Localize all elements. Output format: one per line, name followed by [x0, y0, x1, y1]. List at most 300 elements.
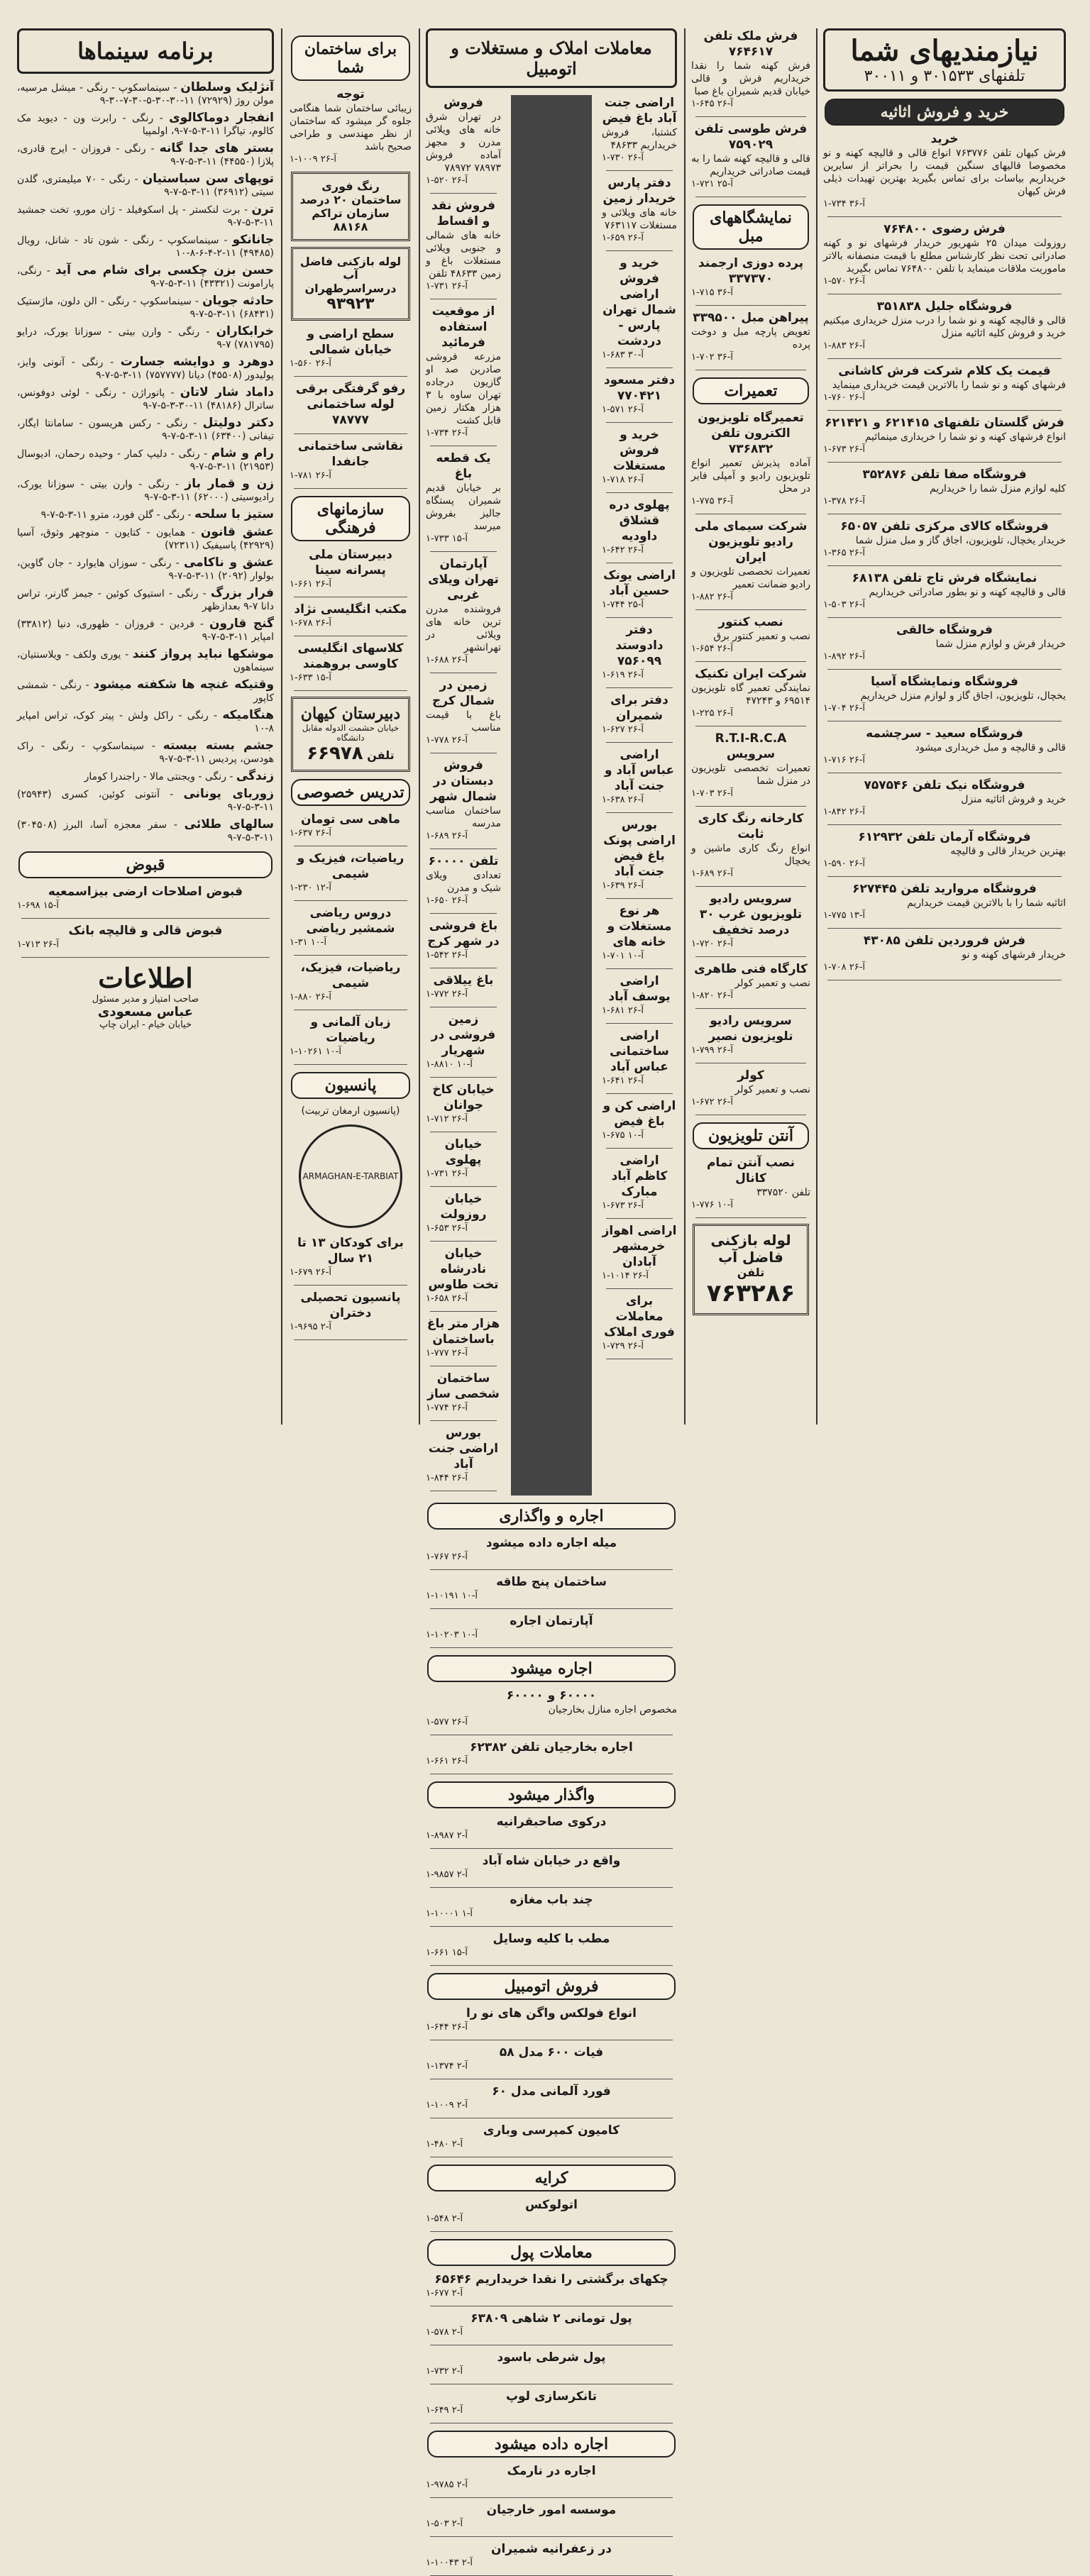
ad-separator — [430, 1311, 497, 1312]
ad-item — [426, 1425, 501, 1485]
ad-title: اراضی ساختمانی عباس آباد — [610, 1029, 669, 1074]
ad-separator — [695, 1217, 806, 1218]
ad-ref-code: ۱-۶۲۷ آ-۲۶ — [602, 724, 644, 735]
col1-ad-list — [820, 131, 1069, 980]
ad-title: ترن — [251, 202, 275, 216]
ad-item — [426, 1246, 501, 1305]
ad-title: هنگامیکه — [222, 708, 274, 722]
ad-title: ریاضیات، فیزیک و شیمی — [297, 851, 404, 881]
ad-ref-code: ۱-۶۵۳ آ-۲۶ — [426, 1223, 468, 1234]
ad-body: قالی و قالیچه و مبل خریداری میشود — [915, 742, 1066, 753]
ad-body: نصب و تعمیر کولر — [734, 978, 810, 989]
ad-separator — [430, 1965, 673, 1966]
col2-ad-list-c — [688, 410, 813, 1115]
ad-body: نصب و تعمیر کنتور برق — [713, 631, 810, 642]
section-private-tutoring: تدریس خصوصی — [291, 779, 410, 806]
ad-item — [426, 1688, 677, 1729]
ad-item: ترن - برت لنکستر - پل اسکوفیلد - ژان مورو، تخت جمشید ۱۱-۳-۵-۷-۹ — [17, 202, 275, 228]
ad-item: جشم بسته بیسته - سینماسکوپ - رنگی - راک هودسن، پردیس ۱۱-۳-۵-۷-۹ — [17, 739, 275, 765]
ad-body: آماده پذیرش تعمیر انواع تلویزیون رادیو و آمپلی فایر در محل — [691, 458, 810, 494]
ad-separator — [827, 721, 1062, 722]
cinema-list — [14, 81, 277, 844]
ad-item — [691, 255, 810, 299]
ad-item — [290, 812, 412, 840]
ad-body: رنگی - وارن بیتی - سوزانا یورک، رادیوسیتی (۶۲۰۰۰) ۱۱-۳-۵-۷-۹ — [17, 479, 274, 503]
ad-body: خانه های شمالی و جنوبی ویلائی مستغلات باغ و زمین ۴۸۶۳۳ تلفن — [426, 230, 501, 280]
ad-ref-code: ۱-۷۴۴ آ-۲۵ — [602, 599, 644, 610]
ad-separator — [430, 1608, 673, 1609]
ad-title: قبوض قالی و قالیچه بانک — [68, 924, 223, 938]
ad-title: دبیرستان ملی پسرانه سینا — [309, 548, 392, 577]
ad-title: هر نوع مستغلات و خانه های — [607, 904, 672, 949]
ad-item — [290, 960, 412, 1004]
rent2-list — [423, 1688, 680, 1774]
ad-item — [290, 381, 412, 428]
ad-ref-code: ۱-۵۴۸ آ-۲ — [426, 2213, 463, 2224]
ad-item — [426, 678, 501, 747]
ad-ref-code: ۱-۷۷۴ آ-۲۶ — [426, 1403, 468, 1413]
ad-title: موسسه امور خارجیان — [486, 2503, 617, 2517]
ad-item — [823, 622, 1066, 663]
ad-title: فروشگاه جلیل ۳۵۱۸۳۸ — [876, 299, 1013, 314]
ad-item: زوربای یونانی - آنتونی کوئین، کسری (۲۵۹۴۳) ۱۱-۳-۵-۷-۹ — [17, 787, 275, 813]
ad-ref-code: ۱-۶۴۵ آ-۲۶ — [691, 99, 734, 109]
ad-item — [823, 726, 1066, 767]
ad-separator — [294, 1339, 407, 1340]
ad-item — [691, 666, 810, 720]
ad-title: کولر — [737, 1068, 764, 1083]
ad-ref-code: ۱-۶۶۱ آ-۲۶ — [290, 579, 332, 590]
ad-title: کارخانه رنگ کاری ثابت — [698, 812, 804, 841]
notice-body: زیبائی ساختمان شما هنگامی جلوه گر میشود که ساختمان از نظر مهندسی و طراحی صحیح باشد — [290, 103, 412, 153]
column-needs — [820, 28, 1069, 1425]
ad-body: بر خیابان قدیم شمیران پستگاه جالیز بفروش میرسد — [426, 482, 501, 532]
notice-ad — [290, 87, 412, 166]
ad-separator — [606, 170, 673, 171]
ad-separator — [827, 216, 1062, 217]
ad-ref-code: ۱-۹۸۵۷ آ-۲ — [426, 1869, 468, 1880]
kayhan-phone-label: تلفن — [367, 748, 395, 762]
ad-title: سالهای طلائی — [184, 817, 275, 831]
ad-body: رنگی - دلیپ کمار - وحیده رحمان، ادیوسال (۲۱۹۵۳) ۱۱-۳-۵-۷-۹ — [17, 448, 274, 472]
ad-separator — [606, 1288, 673, 1289]
owner-line: صاحب امتیاز و مدیر مسئول — [92, 994, 199, 1005]
ad-item — [823, 778, 1066, 819]
ad-item — [823, 933, 1066, 974]
ad-ref-code: ۱-۸۸۰ آ-۲۶ — [290, 992, 332, 1002]
column-divider — [816, 28, 818, 1425]
ad-item — [823, 299, 1066, 353]
ad-title: مکتب انگلیسی نژاد — [294, 602, 407, 617]
ad-body: رنگی - گلن فورد، مترو ۱۱-۳-۵-۷-۹ — [40, 509, 185, 521]
ad-separator — [695, 305, 806, 306]
ad-item — [823, 829, 1066, 870]
pipe-ad-phone-row — [699, 1266, 803, 1308]
ad-body: برت لنکستر - پل اسکوفیلد - ژان مورو، تخت جمشید ۱۱-۳-۵-۷-۹ — [17, 204, 274, 228]
ad-item: سالهای طلائی - سفر معجزه آسا، البرز (۳۰۴۵۰۸) ۱۱-۳-۵-۷-۹ — [17, 817, 275, 844]
tutor-list — [287, 812, 414, 1065]
ad-title: زمین فروشی در شهریار — [431, 1012, 496, 1058]
ad-body: سینماسکوپ - رنگی - شون تاد - شانل، رویال (۴۹۴۸۵) ۱۱-۲-۴-۶-۸-۱۰ — [17, 235, 274, 259]
ad-ref-code: ۱-۳۷۸ آ-۲۶ — [823, 496, 866, 507]
paint-box: رنگ فوری ساختمان ۲۰ درصد سازمان تراکم ۸۸۱۶۸ — [291, 172, 410, 241]
ad-separator — [827, 358, 1062, 359]
ad-item — [602, 622, 677, 682]
car-list — [423, 2006, 680, 2157]
ad-item — [426, 1137, 501, 1181]
ad-title: فروشگاه ونمایشگاه آسیا — [871, 675, 1018, 689]
ad-title: ۶۰۰۰۰ و ۶۰۰۰۰ — [506, 1688, 597, 1703]
ad-title: اتولوکس — [525, 2198, 578, 2212]
ad-ref-code: ۱-۴۸۰ آ-۲ — [426, 2139, 463, 2150]
ad-item — [426, 918, 501, 962]
ad-item — [602, 497, 677, 557]
ad-title: دروس ریاضی شمشیر ریاضی — [306, 906, 395, 936]
ad-title: باغ ییلاقی — [433, 973, 494, 988]
ad-ref-code: ۱-۶۷۲ آ-۲۶ — [691, 1097, 734, 1107]
ad-ref-code: ۱-۸۸۱۰ آ-۱۰ — [426, 1059, 473, 1070]
ad-title: اراضی عباس آباد و جنت آباد — [604, 748, 675, 793]
ad-item — [602, 1028, 677, 1088]
ad-separator — [606, 250, 673, 251]
ad-item — [602, 568, 677, 612]
ad-title: وقتیکه غنچه ها شکفته میشود — [93, 678, 275, 692]
ad-ref-code: ۱-۳۶۵ آ-۲۶ — [823, 548, 866, 558]
ad-title: فیات ۶۰۰ مدل ۵۸ — [499, 2045, 604, 2060]
ad-item — [823, 221, 1066, 288]
ad-title: برای کودکان ۱۳ تا ۲۱ سال — [297, 1236, 404, 1266]
lang-list — [287, 547, 414, 691]
real-estate-banner: معاملات املاک و مستغلات و اتومبیل — [426, 28, 677, 88]
ad-title: زن و قمار باز — [185, 477, 274, 491]
ad-item — [426, 2197, 677, 2226]
ad-title: عشق قانون — [200, 525, 274, 539]
drain-box-title: لوله بازکنی فاضل آب درسراسرطهران — [299, 255, 402, 295]
ad-title: ماهی سی تومان — [300, 812, 401, 827]
ad-title: هزار متر باغ باساختمان — [426, 1317, 500, 1347]
ad-ref-code: ۱-۱۳۷۴ آ-۲ — [426, 2061, 468, 2072]
ad-item — [426, 2350, 677, 2378]
ad-separator — [430, 1647, 673, 1648]
ad-separator — [430, 1569, 673, 1570]
ad-item: دکتر دولیتل - رنگی - رکس هریسون - سامانتا ایگار، تیفانی (۶۳۴۰۰) ۱۱-۳-۵-۷-۹ — [17, 416, 274, 442]
ad-ref-code: ۱-۷۰۴ آ-۲۶ — [823, 703, 866, 714]
ad-ref-code: ۱-۲۲۵ آ-۲۶ — [691, 708, 734, 719]
ad-ref-code: ۱-۵۰۳ آ-۲۶ — [823, 599, 866, 610]
ad-body: فروشنده مدرن ترین خانه های ویلائی در تهرانشهر — [426, 604, 501, 653]
ad-title: رام و شام — [211, 446, 274, 460]
ad-ref-code: ۱-۶۷۸ آ-۲۶ — [290, 618, 332, 629]
ad-body: انواع رنگ کاری ماشین و یخچال — [691, 843, 810, 867]
ad-item — [691, 1013, 810, 1057]
ad-title: فرش ملک تلفن ۷۶۴۶۱۷ — [703, 29, 798, 59]
ad-title: کلاسهای انگلیسی کاوسی بروهمند — [297, 641, 404, 671]
ad-body: کشتبا، فروش خریداریم ۴۸۶۳۳ — [602, 127, 677, 151]
ad-separator — [294, 433, 407, 434]
ad-title: اراضی یوسف آباد — [608, 974, 671, 1004]
column-services — [688, 28, 813, 1425]
ad-separator — [827, 565, 1062, 566]
ad-body: رنگی - آنونی وایز، پولیدور (۴۵۵۰۸) دیانا (۷۵۷۷۷۷) ۱۱-۳-۵-۷-۹ — [17, 357, 274, 381]
column-divider — [684, 28, 686, 1425]
ad-title: خرید و فروش مستغلات — [612, 428, 666, 473]
ad-ref-code: ۱-۷۳۳ آ-۱۵ — [426, 534, 468, 544]
ad-title: نمایشگاه فرش تاج تلفن ۶۸۱۳۸ — [852, 571, 1037, 585]
ad-item — [426, 2272, 677, 2300]
ad-body: آنتونی کوئین، کسری (۲۵۹۴۳) ۱۱-۳-۵-۷-۹ — [17, 789, 274, 813]
ad-title: تانکرسازی لوپ — [505, 2389, 598, 2404]
section-transfer: واگذار میشود — [427, 1781, 676, 1808]
ad-item — [426, 2502, 677, 2531]
ad-item — [426, 1613, 677, 1642]
ad-title: از موقعیت استفاده فرمائید — [431, 304, 495, 350]
ad-separator — [606, 367, 673, 368]
pipe-ad-phone: ۷۶۳۲۸۶ — [706, 1279, 796, 1308]
kayhan-sub: خیابان حشمت الدوله مقابل دانشگاه — [302, 723, 400, 743]
ad-separator — [430, 1887, 673, 1888]
ad-ref-code: ۱-۷۳۲ آ-۲ — [426, 2366, 463, 2377]
ad-separator — [695, 661, 806, 662]
ad-item — [691, 310, 810, 364]
ad-item — [426, 2463, 677, 2492]
ad-body: مزرعه فروشی صادرین صد او گازیون درجاده تهران ساوه با ۳ هزار هکتار زمین قابل کشت — [426, 351, 501, 426]
ad-item: خرابکاران - رنگی - وارن بیتی - سوزانا یورک، درایو (۷۸۱۷۹۵) ۷-۹ — [17, 324, 275, 350]
ad-title: قبوض اصلاحات ارضی بیزاسمعیه — [48, 885, 243, 899]
rental-list — [423, 2197, 680, 2232]
ad-ref-code: ۱-۷۱۶ آ-۲۶ — [823, 755, 866, 765]
ad-title: توپهای سن سباستیان — [142, 172, 275, 186]
ad-body: سینماسکوپ - رنگی - راک هودسن، پردیس ۱۱-۳-۵-۷-۹ — [17, 741, 274, 765]
ad-title: فروشگاه کالای مرکزی تلفن ۶۵۰۵۷ — [840, 519, 1049, 534]
ad-body: رنگی - راکل ولش - پیتر کوک، تراس امپایر ۸-۱۰ — [17, 710, 274, 734]
ad-separator — [21, 918, 270, 919]
ad-item — [426, 1535, 677, 1564]
ad-title: اراضی یونک حسین آباد — [603, 568, 676, 598]
ad-title: بورس اراضی پونک باغ فیض جنت آباد — [603, 818, 676, 879]
ad-title: فروشگاه نیک تلفن ۷۵۷۵۴۶ — [864, 778, 1025, 792]
ad-item — [602, 692, 677, 736]
section-for-your-building: برای ساختمان شما — [291, 35, 410, 81]
ad-item — [17, 884, 274, 912]
column-divider — [419, 28, 420, 1425]
ad-item — [290, 326, 412, 370]
ad-ref-code: ۱-۷۲۰ آ-۲۶ — [691, 939, 734, 949]
ad-body: اثاثیه شما را با بالاترین قیمت خریداریم — [907, 897, 1066, 909]
ad-separator — [606, 1218, 673, 1219]
ad-ref-code: ۱-۷۰۸ آ-۲۶ — [823, 962, 866, 973]
ad-ref-code: ۱-۶۵۰ آ-۲۶ — [426, 895, 468, 906]
ad-ref-code: ۱-۱۰۲۶۱ آ-۱۰ — [290, 1046, 341, 1057]
ad-item — [426, 450, 501, 546]
ad-ref-code: ۱-۷۳۴ آ-۳۶ — [823, 199, 866, 209]
ad-item — [426, 1814, 677, 1842]
ad-item — [426, 2389, 677, 2417]
ad-body: رنگی - شمشی کاپور — [17, 680, 274, 704]
ad-body: رنگی - فروزان - ایرج قادری، پلازا (۴۴۵۵۰) ۱۱-۳-۵-۷-۹ — [17, 143, 274, 167]
ad-item — [426, 2006, 677, 2034]
ad-title: فروش نقد و اقساط — [431, 199, 496, 228]
ad-ref-code: ۱-۱۰۲۰۳ آ-۱۰ — [426, 1630, 478, 1640]
ad-body: نصب و تعمیر کولر — [734, 1084, 810, 1095]
ad-ref-code: ۱-۵۷۰ آ-۲۶ — [823, 276, 866, 287]
ad-item: دوهرد و دوایشه جسارت - رنگی - آنونی وایز، پولیدور (۴۵۵۰۸) دیانا (۷۵۷۷۷۷) ۱۱-۳-۵-۷-۹ — [17, 355, 275, 381]
ad-item: زندگی - رنگی - ویجنتی مالا - راجندرا کومار — [84, 769, 274, 783]
ad-title: کارگاه فنی طاهری — [694, 962, 808, 976]
ad-separator — [827, 824, 1062, 825]
ad-body: خریدار فرشهای کهنه و نو — [962, 949, 1066, 961]
ad-title: تلفن ۶۰۰۰۰ — [428, 854, 499, 868]
real-estate-left-list — [423, 95, 504, 1496]
notice-title: توجه — [336, 87, 365, 101]
ad-separator — [430, 913, 497, 914]
ad-item — [691, 811, 810, 880]
ad-title: خیابان پهلوی — [444, 1137, 483, 1167]
col2-ad-list-d — [688, 1155, 813, 1218]
ad-item: آنژلیک وسلطان - سینماسکوپ - رنگی - میشل مرسیه، مولن روژ (۷۲۹۲۹) ۱۱-۳۰-۳۰-۵-۳۰-۷-۳۰-۹ — [17, 80, 275, 106]
section-furniture-shows: نمایشگاههای مبل — [693, 204, 809, 250]
ad-separator — [606, 617, 673, 618]
ad-body: خانه های ویلائی و مستغلات ۷۶۳۱۱۷ — [602, 207, 677, 231]
ad-title: R.T.I-R.C.A سرویس — [715, 731, 787, 761]
section-money: معاملات پول — [427, 2239, 676, 2266]
ad-item — [602, 175, 677, 245]
ad-separator — [606, 968, 673, 969]
ad-item — [426, 1853, 677, 1881]
section-receipts: قبوض — [18, 851, 272, 878]
column-buildings-education — [287, 28, 414, 1425]
ad-ref-code: ۱-۸۹۸۷ آ-۲ — [426, 1830, 468, 1841]
pension-text: (پانسیون ارمغان تربیت) — [301, 1105, 400, 1117]
ad-ref-code: ۱-۷۷۸ آ-۲۶ — [426, 735, 468, 746]
ad-ref-code: ۱-۵۷۷ آ-۲۶ — [426, 1717, 468, 1728]
ad-ref-code: ۱-۸۸۳ آ-۲۶ — [823, 341, 866, 351]
ad-ref-code: ۱-۶۴۱ آ-۲۶ — [602, 1076, 644, 1086]
ad-item — [602, 372, 677, 416]
ad-title: فرش رضوی ۷۶۴۸۰۰ — [883, 222, 1006, 236]
ad-ref-code: ۱-۸۴۲ آ-۲۶ — [823, 807, 866, 817]
ad-title: مطب با کلیه وسایل — [492, 1932, 610, 1946]
ad-title: فرش طوسی تلفن ۷۵۹۰۲۹ — [694, 122, 808, 152]
ad-title: اجاره در نارمک — [507, 2464, 596, 2478]
ad-ref-code: ۱-۶۴۲ آ-۲۶ — [602, 545, 644, 555]
ad-title: پیراهن مبل ۳۳۹۵۰۰ — [693, 311, 809, 325]
ad-item — [691, 614, 810, 656]
ad-item: انفجار دوماکالوی - رنگی - رابرت ون - دیوید مک کالوم، تیاگرا ۱۱-۳-۵-۷-۹، اولمپیا — [17, 111, 275, 137]
ad-title: سطح اراضی و خیابان شمالی — [307, 327, 395, 357]
ad-title: نصب آنتن تمام کانال — [706, 1156, 796, 1185]
ad-separator — [606, 492, 673, 493]
ad-item — [823, 363, 1066, 404]
ad-title: خیابان کاخ جوانان — [432, 1083, 495, 1112]
ad-title: آپارتمان اجاره — [510, 1614, 593, 1628]
ad-title: سرویس رادیو تلویزیون نصیر — [708, 1014, 793, 1044]
ad-item — [602, 747, 677, 807]
ad-item: جانانکو - سینماسکوپ - رنگی - شون تاد - شانل، رویال (۴۹۴۸۵) ۱۱-۲-۴-۶-۸-۱۰ — [17, 233, 274, 259]
ad-item — [691, 961, 810, 1002]
ad-item — [823, 467, 1066, 508]
ad-ref-code: ۱-۶۳۸ آ-۲۶ — [602, 795, 644, 805]
real-estate-subcolumns — [423, 95, 680, 1496]
ad-ref-code: ۱-۷۰۲ آ-۳۶ — [691, 352, 734, 363]
ad-body: فرش کیهان تلفن ۷۶۳۷۷۶ انواع قالی و قالیچه کهنه و نو مخصوصا قالیهای سنگین قیمت را بحراتر از سایرین خریداریم بیاسات برای تماس بگیرید بهترین تهیدات ذیلی فرش کیهان — [823, 148, 1066, 197]
ad-ref-code: ۱-۵۲۰ آ-۲۶ — [426, 175, 468, 186]
ad-body: رنگی - وارن بیتی - سوزانا یورک، درایو (۷۸۱۷۹۵) ۷-۹ — [17, 326, 274, 350]
ad-title: نقاشی ساختمانی جانفدا — [297, 439, 404, 469]
ad-title: زبان آلمانی و ریاضیات — [310, 1015, 391, 1045]
ad-item — [290, 851, 412, 895]
ad-item — [426, 1892, 677, 1920]
ad-body: همایون - کتایون - منوچهر وثوق، آسیا (۴۲۹۲۹) پاسیفیک (۷۲۳۱۱) — [17, 527, 274, 551]
ad-separator — [294, 1285, 407, 1286]
ad-ref-code: ۱-۶۳۳ آ-۱۵ — [290, 673, 332, 683]
money-list — [423, 2272, 680, 2423]
column-divider — [281, 28, 282, 1425]
ad-title: باغ فروشی در شهر کرج — [427, 919, 500, 949]
ad-title: دوهرد و دوایشه جسارت — [120, 355, 275, 369]
rent-list — [423, 1535, 680, 1648]
ad-body: ساختمان مناسب مدرسه — [426, 805, 501, 829]
ad-ref-code: ۱-۷۳۱ آ-۲۶ — [426, 1168, 468, 1179]
ad-ref-code: ۱-۷۳۴ آ-۲۶ — [426, 428, 468, 438]
ad-title: زمین در شمال کرج — [432, 678, 495, 708]
ad-item: زن و قمار باز - رنگی - وارن بیتی - سوزانا یورک، رادیوسیتی (۶۲۰۰۰) ۱۱-۳-۵-۷-۹ — [17, 477, 274, 503]
ad-body: تعمیرات تخصصی تلویزیون و رادیو ضمانت تعمیر — [691, 566, 810, 590]
ad-title: واقع در خیابان شاه آباد — [482, 1854, 621, 1868]
ad-title: یک قطعه باغ — [436, 451, 491, 481]
ad-item — [426, 1574, 677, 1603]
section-buy-sell-furniture: خرید و فروش اثاثیه — [825, 99, 1064, 126]
ad-title: دفتر دادوستد ۷۵۶۰۹۹ — [615, 623, 664, 668]
column-real-estate — [423, 28, 680, 2568]
ad-title: نصب کنتور — [718, 615, 783, 629]
ad-separator — [695, 886, 806, 887]
ad-ref-code: ۱-۶۷۷ آ-۲ — [426, 2288, 463, 2299]
drain-box — [291, 247, 410, 321]
ad-body: مخصوص اجاره منازل بخارجیان — [548, 1704, 677, 1715]
ad-ref-code: ۱-۶۸۳ آ-۳۰ — [602, 350, 644, 360]
ad-ref-code: ۱-۵۰۳ آ-۲ — [426, 2519, 463, 2529]
pipe-ad-phone-label: تلفن — [737, 1266, 765, 1279]
ad-item: داماد شار لاتان - پانوراژن - رنگی - لوئی دوفونس، ساترال (۴۸۱۸۶) ۱۱-۳۰-۳-۵-۷-۹ — [17, 385, 275, 411]
section-pension: پانسیون — [291, 1072, 410, 1099]
ad-ref-code: ۱-۷۰۱ آ-۱۰ — [602, 951, 644, 961]
masthead-address: خیابان خیام - ایران چاپ — [99, 1019, 192, 1030]
ad-title: حادثه جویان — [202, 294, 274, 308]
pipe-ad-title: لوله بازکنی فاضل آب — [710, 1232, 791, 1266]
ad-body: رنگی - ۷۰ میلیمتری، گلدن سیتی (۳۶۹۱۲) ۱۱-۳-۵-۷-۹ — [17, 174, 274, 198]
ad-body: یوری ولکف - ویلاسنتیان، سینماهون — [17, 649, 274, 673]
pipe-ad-box — [693, 1224, 809, 1315]
ad-item — [290, 1235, 412, 1279]
ad-item — [691, 410, 810, 508]
ad-title: رفو گرفتگی برقی لوله ساختمانی ۷۸۷۷۷ — [295, 382, 406, 427]
ad-separator — [827, 462, 1062, 463]
ad-ref-code: ۱-۶۷۳ آ-۲۶ — [823, 444, 866, 455]
ad-item: توپهای سن سباستیان - رنگی - ۷۰ میلیمتری، گلدن سیتی (۳۶۹۱۲) ۱۱-۳-۵-۷-۹ — [17, 172, 275, 198]
ad-item — [691, 519, 810, 604]
ad-item — [290, 1290, 412, 1334]
ad-item — [426, 1371, 501, 1415]
ad-item — [426, 556, 501, 667]
ad-body: تعدادی ویلای شیک و مدرن — [426, 870, 501, 894]
ad-separator — [606, 1148, 673, 1149]
ad-separator — [430, 1077, 497, 1078]
ad-item — [602, 1223, 677, 1283]
ad-ref-code: ۱-۸۹۲ آ-۲۶ — [823, 651, 866, 662]
ad-title: فورد آلمانی مدل ۶۰ — [492, 2084, 611, 2099]
ad-ref-code: ۱-۶۵۸ آ-۲۶ — [426, 1293, 468, 1304]
ad-ref-code: ۱-۱۰۰۹ آ-۲ — [426, 2100, 468, 2111]
